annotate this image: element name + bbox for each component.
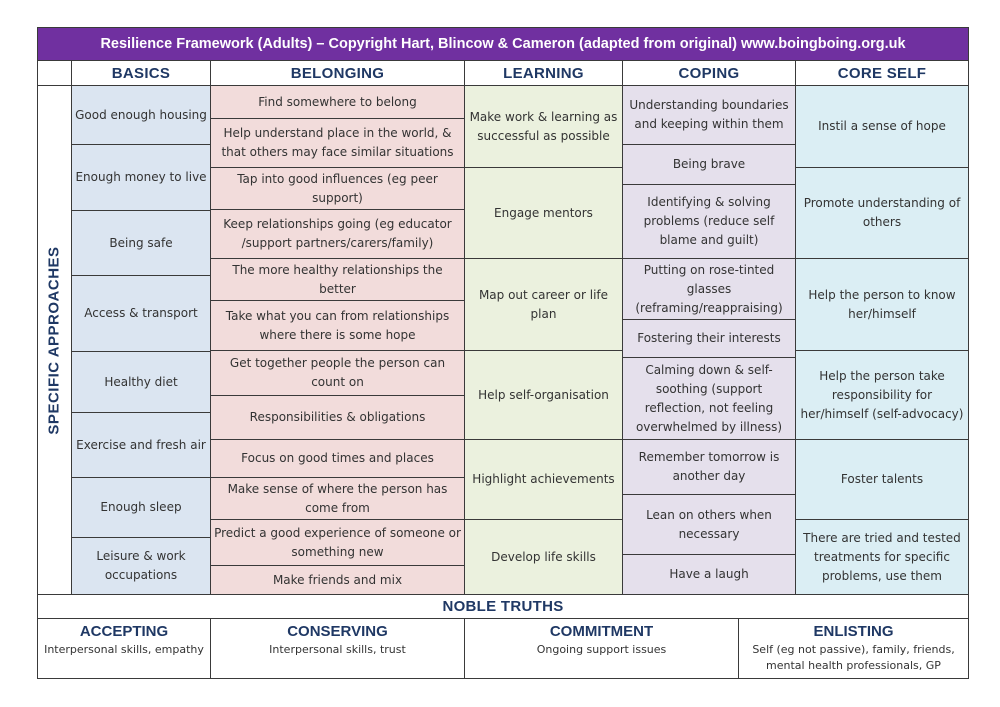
- basics-text: Being safe: [109, 235, 173, 250]
- coping-text: Identifying & solving problems (reduce self blame and guilt): [643, 195, 775, 247]
- noble-truths-heading-text: NOBLE TRUTHS: [442, 598, 564, 615]
- basics-cell: [71, 537, 211, 595]
- basics-cell: [71, 144, 211, 211]
- belonging-text: The more healthy relationships the better: [232, 262, 443, 296]
- belonging-text: Make friends and mix: [272, 572, 403, 587]
- header-corner: [37, 60, 72, 86]
- column-header-belonging-text: BELONGING: [290, 64, 385, 82]
- noble-truth-text: Self (eg not passive), family, friends, mental health professionals, GP: [752, 643, 955, 672]
- belonging-cell: [210, 167, 465, 210]
- noble-truth-text: Interpersonal skills, empathy: [44, 643, 204, 656]
- core-self-text: Promote understanding of others: [803, 196, 961, 229]
- noble-truth-title: CONSERVING: [287, 623, 388, 640]
- coping-cell: [622, 258, 796, 320]
- core-self-cell: [795, 519, 969, 595]
- core-self-cell: [795, 167, 969, 259]
- column-header-basics-text: BASICS: [111, 64, 171, 82]
- noble-truth-title: ACCEPTING: [79, 623, 169, 640]
- belonging-cell: [210, 118, 465, 168]
- noble-truth-commitment: [464, 618, 739, 679]
- core-self-cell: [795, 258, 969, 351]
- learning-text: Highlight achievements: [472, 472, 615, 486]
- column-header-core-self-text: CORE SELF: [837, 64, 927, 82]
- learning-text: Map out career or life plan: [478, 287, 609, 321]
- coping-cell: [622, 85, 796, 145]
- coping-text: Lean on others when necessary: [646, 507, 772, 541]
- noble-truth-text: Interpersonal skills, trust: [269, 643, 406, 656]
- coping-text: Remember tomorrow is another day: [638, 450, 780, 483]
- learning-cell: [464, 258, 623, 351]
- belonging-cell: [210, 258, 465, 301]
- basics-cell: [71, 210, 211, 276]
- belonging-cell: [210, 350, 465, 396]
- basics-cell: [71, 412, 211, 478]
- basics-cell: [71, 351, 211, 413]
- belonging-cell: [210, 477, 465, 520]
- belonging-cell: [210, 395, 465, 440]
- belonging-text: Make sense of where the person has come from: [227, 481, 448, 515]
- coping-text: Understanding boundaries and keeping within them: [629, 98, 789, 131]
- belonging-text: Tap into good influences (eg peer support): [237, 171, 438, 205]
- column-header-belonging: [210, 60, 465, 86]
- column-header-basics: [71, 60, 211, 86]
- coping-cell: [622, 494, 796, 555]
- basics-text: Access & transport: [84, 306, 198, 320]
- coping-text: Being brave: [672, 157, 746, 171]
- column-header-core-self: [795, 60, 969, 86]
- belonging-cell: [210, 300, 465, 351]
- core-self-text: Help the person take responsibility for her/himself (self-advocacy): [800, 368, 964, 421]
- core-self-cell: [795, 350, 969, 440]
- belonging-cell: [210, 209, 465, 259]
- basics-cell: [71, 85, 211, 145]
- basics-cell: [71, 477, 211, 538]
- belonging-cell: [210, 439, 465, 478]
- learning-text: Develop life skills: [491, 549, 596, 564]
- basics-text: Exercise and fresh air: [76, 437, 206, 452]
- learning-cell: [464, 167, 623, 259]
- learning-cell: [464, 439, 623, 520]
- column-header-learning: [464, 60, 623, 86]
- learning-text: Help self-organisation: [478, 387, 609, 402]
- coping-cell: [622, 144, 796, 185]
- belonging-text: Responsibilities & obligations: [249, 410, 426, 424]
- specific-approaches-text: SPECIFIC APPROACHES: [46, 245, 64, 435]
- coping-cell: [622, 357, 796, 440]
- noble-truth-text: Ongoing support issues: [536, 643, 667, 656]
- belonging-cell: [210, 565, 465, 595]
- noble-truth-title: ENLISTING: [813, 623, 894, 640]
- framework-title: [37, 27, 969, 61]
- noble-truth-conserving: [210, 618, 465, 679]
- core-self-cell: [795, 85, 969, 168]
- noble-truths-heading: [37, 594, 969, 619]
- learning-cell: [464, 350, 623, 440]
- belonging-text: Take what you can from relationships where there is some hope: [225, 308, 450, 342]
- noble-truth-title: COMMITMENT: [549, 623, 654, 640]
- core-self-text: Foster talents: [840, 472, 924, 486]
- core-self-text: Help the person to know her/himself: [808, 287, 956, 321]
- framework-title-text: Resilience Framework (Adults) – Copyright Hart, Blincow & Cameron (adapted from original) www.boingboing.org.uk: [100, 36, 906, 52]
- specific-approaches-side-label: [37, 85, 72, 595]
- noble-truth-enlisting: [738, 618, 969, 679]
- basics-cell: [71, 275, 211, 352]
- core-self-text: Instil a sense of hope: [818, 119, 946, 133]
- learning-text: Make work & learning as successful as possible: [469, 109, 618, 143]
- basics-text: Leisure & work occupations: [96, 549, 186, 582]
- coping-cell: [622, 184, 796, 259]
- basics-text: Healthy diet: [104, 374, 178, 389]
- learning-cell: [464, 519, 623, 595]
- basics-text: Enough sleep: [100, 500, 182, 514]
- core-self-text: There are tried and tested treatments for specific problems, use them: [803, 530, 961, 583]
- coping-cell: [622, 319, 796, 358]
- core-self-cell: [795, 439, 969, 520]
- noble-truth-accepting: [37, 618, 211, 679]
- basics-text: Good enough housing: [75, 107, 207, 122]
- belonging-text: Find somewhere to belong: [258, 94, 417, 109]
- learning-text: Engage mentors: [494, 205, 593, 220]
- coping-cell: [622, 554, 796, 595]
- coping-text: Putting on rose-tinted glasses (reframing/reappraising): [635, 262, 783, 315]
- coping-cell: [622, 439, 796, 495]
- coping-text: Calming down & self-soothing (support reflection, not feeling overwhelmed by illness): [635, 362, 783, 434]
- basics-text: Enough money to live: [75, 170, 207, 184]
- belonging-cell: [210, 85, 465, 119]
- learning-cell: [464, 85, 623, 168]
- column-header-learning-text: LEARNING: [503, 64, 584, 82]
- belonging-text: Keep relationships going (eg educator /support partners/carers/family): [223, 217, 452, 250]
- coping-text: Fostering their interests: [637, 331, 781, 345]
- belonging-cell: [210, 519, 465, 566]
- column-header-coping-text: COPING: [678, 64, 740, 82]
- column-header-coping: [622, 60, 796, 86]
- belonging-text: Focus on good times and places: [241, 451, 434, 465]
- coping-text: Have a laugh: [669, 567, 749, 581]
- belonging-text: Predict a good experience of someone or something new: [214, 525, 461, 559]
- belonging-text: Help understand place in the world, & that others may face similar situations: [221, 126, 454, 159]
- belonging-text: Get together people the person can count on: [229, 356, 446, 389]
